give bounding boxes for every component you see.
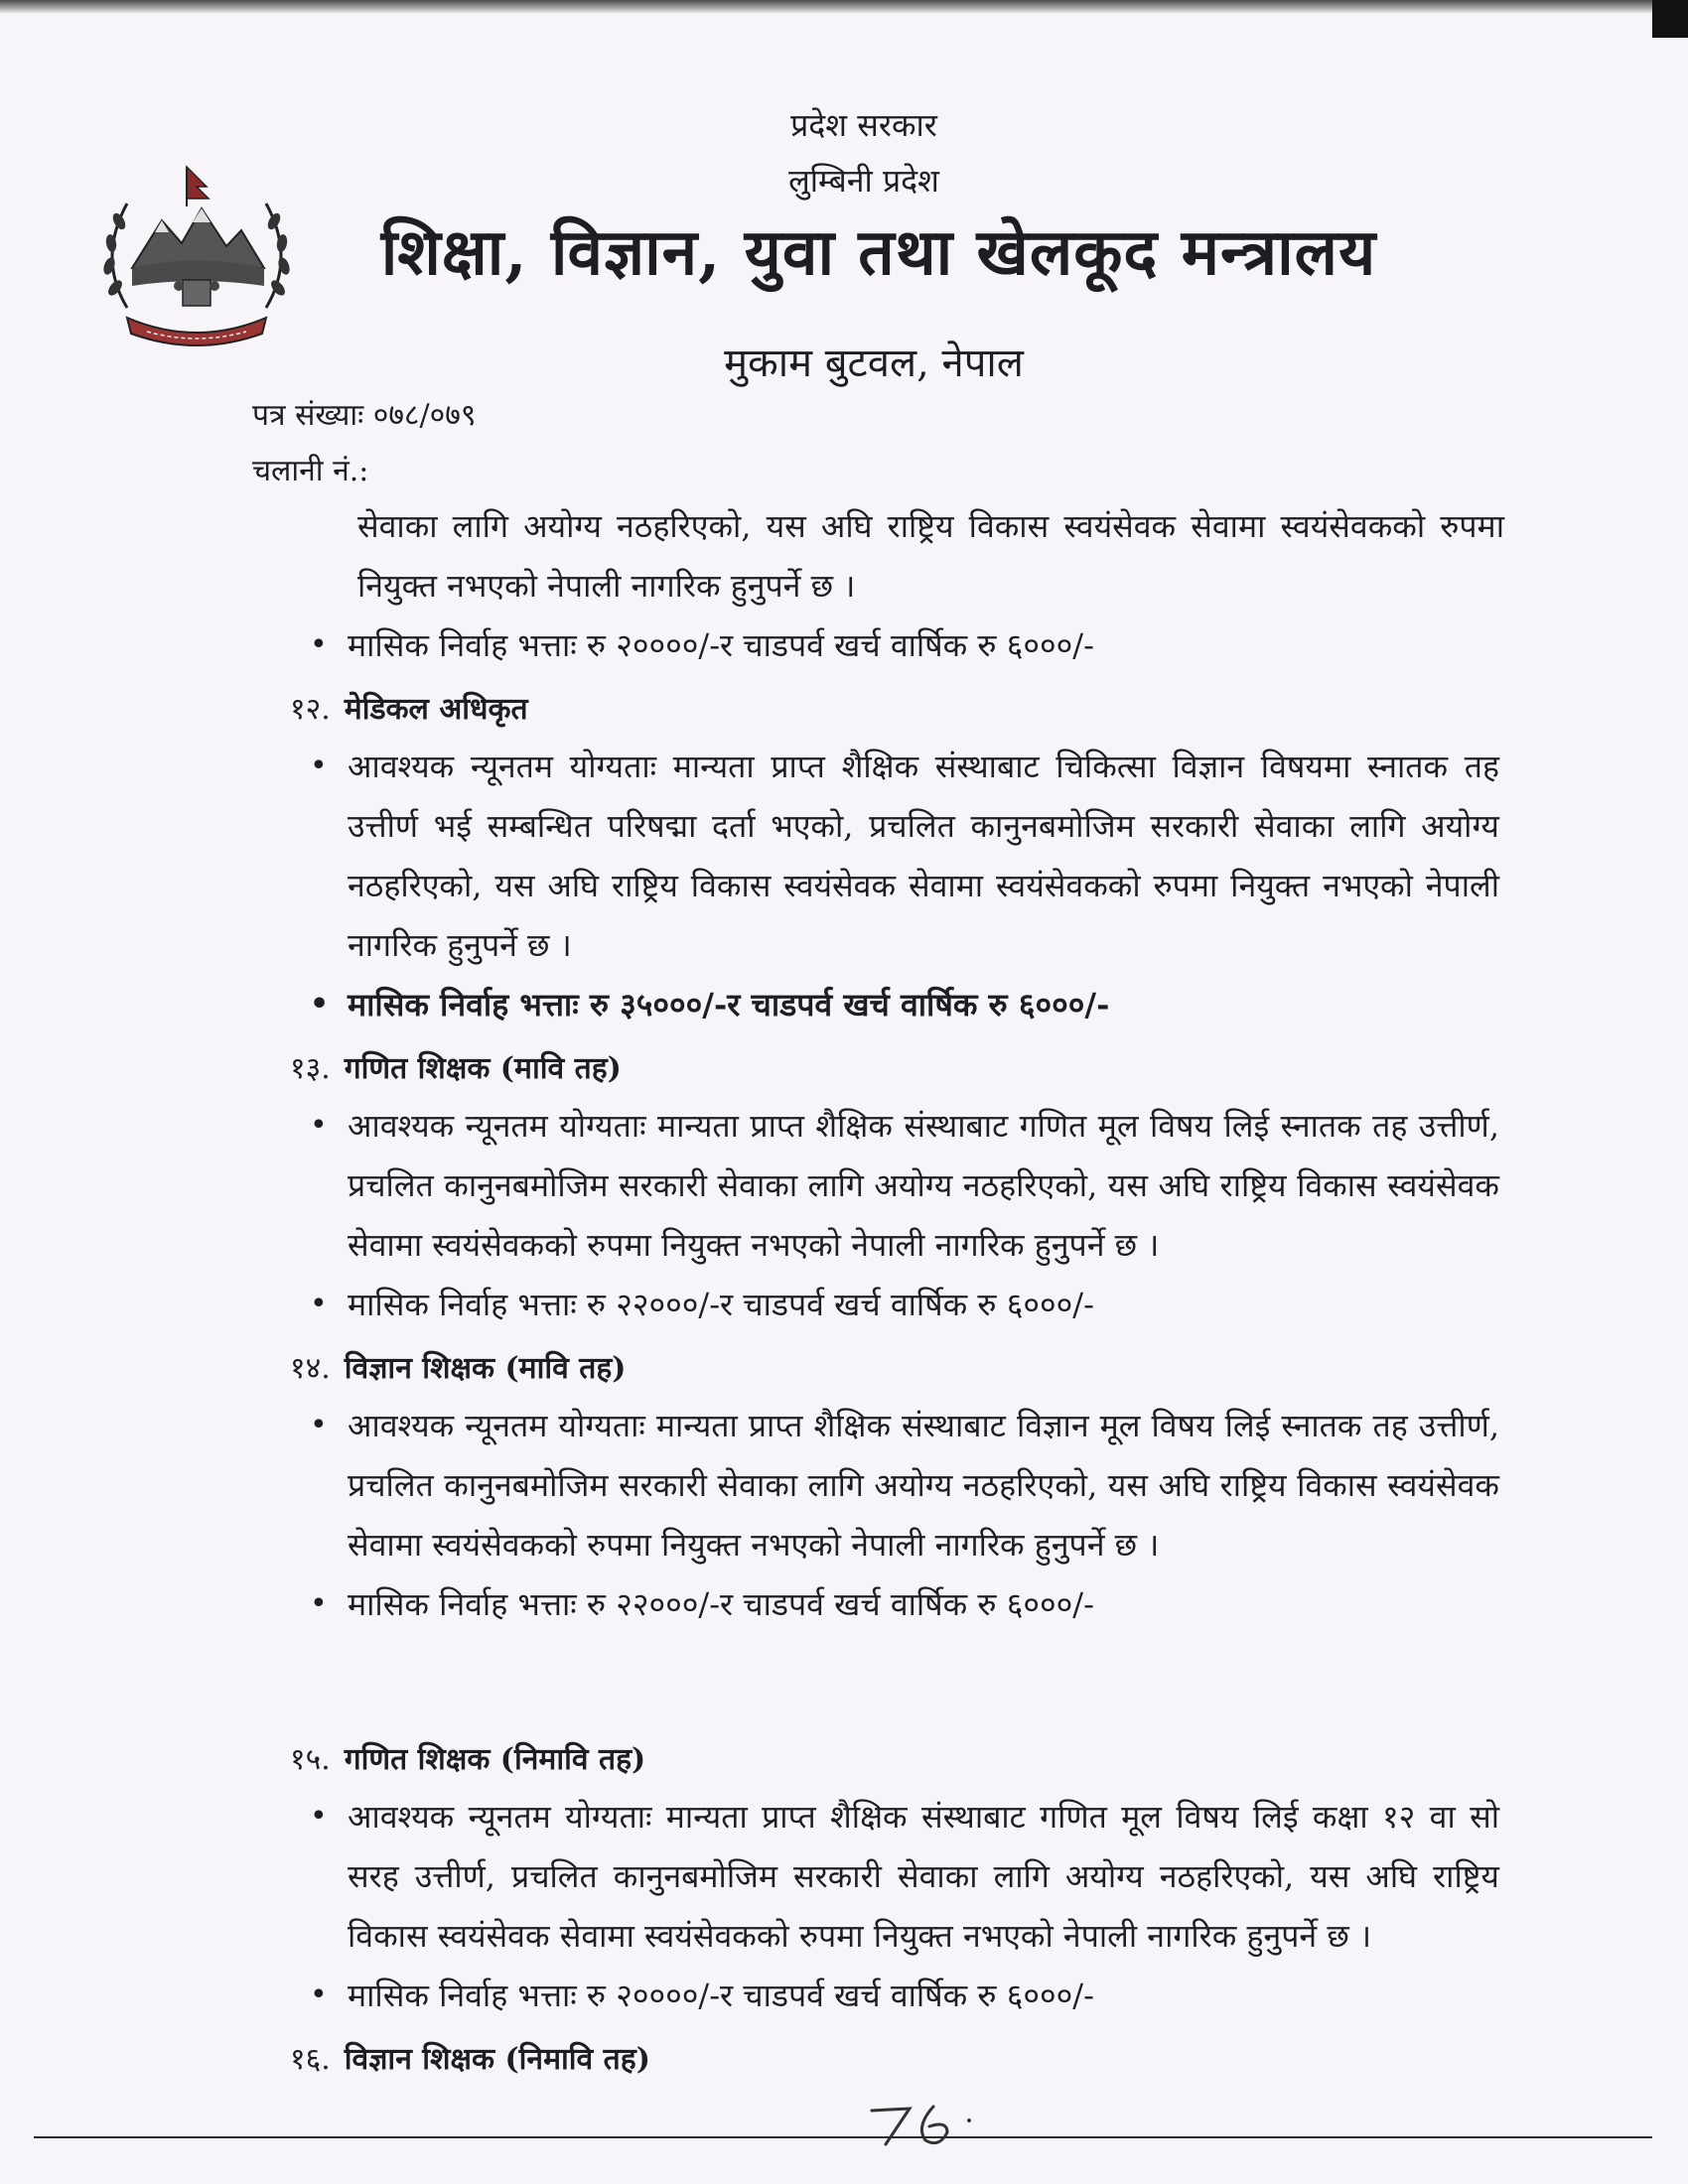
section-number: १४. [290, 1351, 331, 1386]
section-title: मेडिकल अधिकृत [344, 692, 528, 727]
footer-divider [34, 2136, 1652, 2138]
header-location: मुकाम बुटवल, नेपाल [724, 341, 1024, 386]
allowance-item: • मासिक निर्वाह भत्ताः रु २२०००/-र चाडपर्व खर्च वार्षिक रु ६०००/- [348, 1275, 1499, 1334]
qualification-item: • आवश्यक न्यूनतम योग्यताः मान्यता प्राप्त शैक्षिक संस्थाबाट विज्ञान मूल विषय लिई स्नातक तह उत्तीर्ण, प्रचलित कानुनबमोजिम सरकारी सेवाका लागि अयोग्य नठहरिएको, यस अघि राष्ट्रिय विकास स्वयंसेवक सेवामा स्वयंसेवकको रुपमा नियुक्त नभएको नेपाली नागरिक हुनुपर्ने छ । [348, 1396, 1499, 1574]
allowance-item: • मासिक निर्वाह भत्ताः रु ३५०००/-र चाडपर्व खर्च वार्षिक रु ६०००/- [348, 975, 1499, 1034]
header-province-government: प्रदेश सरकार [790, 106, 937, 144]
qualification-item: • आवश्यक न्यूनतम योग्यताः मान्यता प्राप्त शैक्षिक संस्थाबाट गणित मूल विषय लिई कक्षा १२ वा सो सरह उत्तीर्ण, प्रचलित कानुनबमोजिम सरकारी सेवाका लागि अयोग्य नठहरिएको, यस अघि राष्ट्रिय विकास स्वयंसेवक सेवामा स्वयंसेवकको रुपमा नियुक्त नभएको नेपाली नागरिक हुनुपर्ने छ । [348, 1787, 1499, 1966]
qualification-item: • आवश्यक न्यूनतम योग्यताः मान्यता प्राप्त शैक्षिक संस्थाबाट चिकित्सा विज्ञान विषयमा स्नातक तह उत्तीर्ण भई सम्बन्धित परिषद्मा दर्ता भएको, प्रचलित कानुनबमोजिम सरकारी सेवाका लागि अयोग्य नठहरिएको, यस अघि राष्ट्रिय विकास स्वयंसेवक सेवामा स्वयंसेवकको रुपमा नियुक्त नभएको नेपाली नागरिक हुनुपर्ने छ । [348, 737, 1499, 975]
section-number: १६. [290, 2042, 331, 2077]
header-province-name: लुम्बिनी प्रदेश [788, 162, 939, 200]
section-heading [290, 1733, 1688, 1787]
document-body [0, 496, 1688, 2087]
continued-paragraph: सेवाका लागि अयोग्य नठहरिएको, यस अघि राष्ट्रिय विकास स्वयंसेवक सेवामा स्वयंसेवकको रुपमा नियुक्त नभएको नेपाली नागरिक हुनुपर्ने छ । [357, 507, 1504, 605]
allowance-item: • मासिक निर्वाह भत्ताः रु २००००/-र चाडपर्व खर्च वार्षिक रु ६०००/- [348, 615, 1499, 675]
section-heading [290, 683, 1688, 737]
nepal-emblem-icon [87, 159, 306, 357]
section-title: विज्ञान शिक्षक (मावि तह) [344, 1351, 627, 1386]
section-heading [290, 2033, 1688, 2087]
section-title: विज्ञान शिक्षक (निमावि तह) [344, 2042, 650, 2077]
section-number: १२. [290, 692, 331, 727]
allowance-item: • मासिक निर्वाह भत्ताः रु २२०००/-र चाडपर्व खर्च वार्षिक रु ६०००/- [348, 1574, 1499, 1634]
allowance-item: • मासिक निर्वाह भत्ताः रु २००००/-र चाडपर्व खर्च वार्षिक रु ६०००/- [348, 1966, 1499, 2025]
footer-cropped-line [556, 2162, 1112, 2184]
qualification-item: • आवश्यक न्यूनतम योग्यताः मान्यता प्राप्त शैक्षिक संस्थाबाट गणित मूल विषय लिई स्नातक तह उत्तीर्ण, प्रचलित कानुनबमोजिम सरकारी सेवाका लागि अयोग्य नठहरिएको, यस अघि राष्ट्रिय विकास स्वयंसेवक सेवामा स्वयंसेवकको रुपमा नियुक्त नभएको नेपाली नागरिक हुनुपर्ने छ । [348, 1096, 1499, 1275]
section-heading [290, 1342, 1688, 1396]
section-heading [290, 1042, 1688, 1096]
spacer [0, 1634, 1688, 1725]
handwritten-mark-icon [864, 2093, 1013, 2152]
dispatch-number: चलानी नं.: [252, 454, 369, 488]
section-title: गणित शिक्षक (निमावि तह) [344, 1742, 646, 1777]
section-title: गणित शिक्षक (मावि तह) [344, 1051, 622, 1086]
section-number: १३. [290, 1051, 331, 1086]
letter-number: पत्र संख्याः ०७८/०७९ [252, 398, 477, 433]
section-number: १५. [290, 1742, 331, 1777]
header-ministry-title: शिक्षा, विज्ञान, युवा तथा खेलकूद मन्त्रालय [380, 215, 1377, 290]
